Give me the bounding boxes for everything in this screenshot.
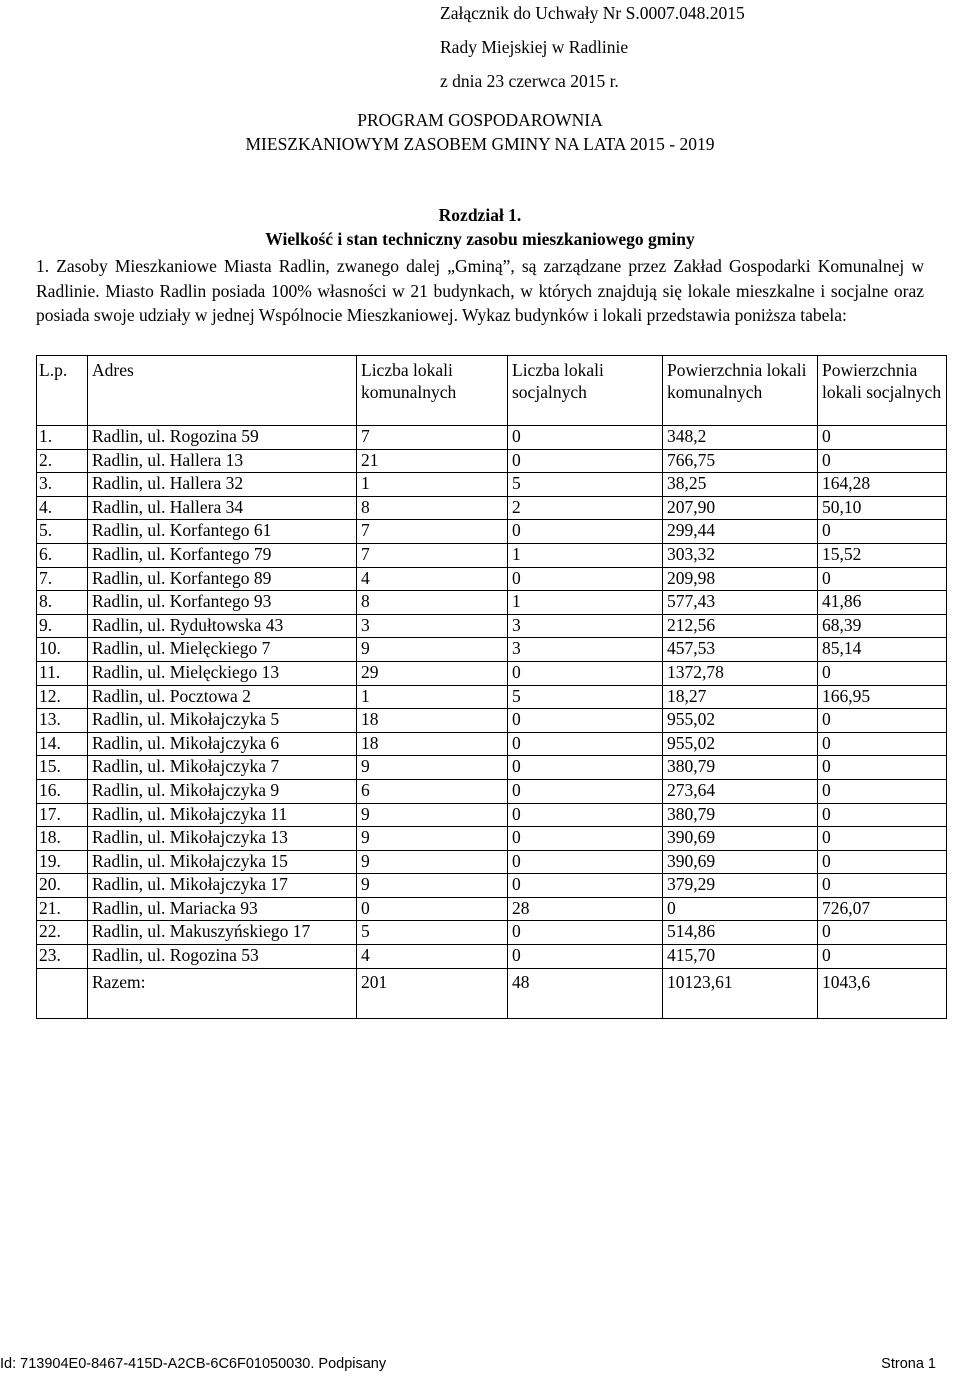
cell-municipal-area: 380,79 [663,803,818,827]
cell-lp: 17. [37,803,88,827]
document-title [0,108,960,156]
cell-lp: 21. [37,897,88,921]
cell-social-area: 0 [818,567,947,591]
cell-social-area: 0 [818,874,947,898]
cell-social-area: 0 [818,945,947,969]
cell-municipal-area: 273,64 [663,779,818,803]
cell-address: Radlin, ul. Makuszyńskiego 17 [88,921,357,945]
attachment-council-line: Rady Miejskiej w Radlinie [440,37,629,57]
cell-municipal-area: 380,79 [663,756,818,780]
cell-social-area: 0 [818,520,947,544]
title-line-2: MIESZKANIOWYM ZASOBEM GMINY NA LATA 2015 - 2019 [245,134,715,154]
cell-address: Radlin, ul. Mikołajczyka 17 [88,874,357,898]
table-row [37,520,947,544]
title-line-1: PROGRAM GOSPODAROWNIA [357,110,603,130]
cell-social-area: 0 [818,921,947,945]
cell-lp: 23. [37,945,88,969]
cell-municipal-count: 3 [357,614,508,638]
cell-social-count: 5 [508,473,663,497]
cell-social-area: 0 [818,850,947,874]
cell-social-area: 85,14 [818,638,947,662]
cell-lp: 20. [37,874,88,898]
cell-municipal-area: 379,29 [663,874,818,898]
cell-social-area: 0 [818,426,947,450]
intro-paragraph: 1. Zasoby Mieszkaniowe Miasta Radlin, zwanego dalej „Gminą”, są zarządzane przez Zakład Gospodarki Komunalnej w Radlinie. Miasto Radlin posiada 100% własności w 21 budynkach, w których znajdują się lokale mieszkalne i socjalne oraz posiada swoje udziały w jednej Wspólnocie Mieszkaniowej. Wykaz budynków i lokali przedstawia poniższa tabela: [36,256,924,325]
table-row [37,779,947,803]
cell-municipal-count: 1 [357,685,508,709]
page-number-footer: Strona 1 [881,1356,936,1372]
cell-municipal-count: 7 [357,543,508,567]
cell-address: Radlin, ul. Hallera 13 [88,449,357,473]
cell-lp: 16. [37,779,88,803]
header-municipal-count: Liczba lokali komunalnych [357,356,508,426]
cell-municipal-area: 38,25 [663,473,818,497]
buildings-table [36,355,947,1019]
table-row [37,732,947,756]
cell-municipal-area: 577,43 [663,591,818,615]
cell-social-count: 3 [508,638,663,662]
cell-municipal-area: 766,75 [663,449,818,473]
cell-lp: 13. [37,709,88,733]
cell-social-area: 0 [818,661,947,685]
cell-social-count: 5 [508,685,663,709]
total-social-count: 48 [508,968,663,1018]
cell-social-count: 0 [508,827,663,851]
cell-address: Radlin, ul. Mikołajczyka 5 [88,709,357,733]
table-row [37,496,947,520]
chapter-number: Rozdział 1. [438,205,522,225]
cell-lp: 4. [37,496,88,520]
cell-municipal-area: 303,32 [663,543,818,567]
cell-social-area: 68,39 [818,614,947,638]
cell-social-count: 0 [508,567,663,591]
cell-social-area: 0 [818,732,947,756]
cell-social-area: 0 [818,803,947,827]
cell-social-count: 2 [508,496,663,520]
table-header-row [37,356,947,426]
cell-lp: 9. [37,614,88,638]
table-body [37,426,947,1019]
cell-social-count: 0 [508,520,663,544]
cell-social-count: 0 [508,756,663,780]
total-label: Razem: [88,968,357,1018]
cell-social-area: 164,28 [818,473,947,497]
cell-address: Radlin, ul. Mikołajczyka 13 [88,827,357,851]
cell-social-area: 0 [818,827,947,851]
chapter-heading [0,203,960,251]
cell-municipal-area: 348,2 [663,426,818,450]
table-row [37,756,947,780]
table-row [37,473,947,497]
cell-municipal-count: 1 [357,473,508,497]
cell-municipal-area: 955,02 [663,709,818,733]
cell-municipal-count: 18 [357,732,508,756]
cell-municipal-count: 9 [357,803,508,827]
cell-social-count: 1 [508,591,663,615]
cell-address: Radlin, ul. Rydułtowska 43 [88,614,357,638]
total-lp [37,968,88,1018]
cell-social-count: 0 [508,661,663,685]
cell-municipal-count: 9 [357,638,508,662]
cell-municipal-count: 5 [357,921,508,945]
cell-social-count: 0 [508,732,663,756]
table-total-row [37,968,947,1018]
cell-social-count: 28 [508,897,663,921]
cell-social-area: 0 [818,779,947,803]
attachment-resolution-line: Załącznik do Uchwały Nr S.0007.048.2015 [440,3,745,23]
cell-lp: 5. [37,520,88,544]
cell-municipal-area: 209,98 [663,567,818,591]
cell-social-count: 3 [508,614,663,638]
cell-municipal-count: 9 [357,874,508,898]
cell-municipal-area: 0 [663,897,818,921]
cell-address: Radlin, ul. Hallera 34 [88,496,357,520]
header-lp: L.p. [37,356,88,426]
chapter-title: Wielkość i stan techniczny zasobu mieszkaniowego gminy [265,229,695,249]
cell-social-area: 0 [818,709,947,733]
cell-lp: 1. [37,426,88,450]
cell-address: Radlin, ul. Rogozina 53 [88,945,357,969]
cell-lp: 6. [37,543,88,567]
header-municipal-area: Powierzchnia lokali komunalnych [663,356,818,426]
cell-municipal-area: 299,44 [663,520,818,544]
cell-municipal-area: 18,27 [663,685,818,709]
header-address: Adres [88,356,357,426]
table-row [37,543,947,567]
table-row [37,709,947,733]
cell-social-area: 15,52 [818,543,947,567]
cell-municipal-area: 514,86 [663,921,818,945]
cell-address: Radlin, ul. Korfantego 93 [88,591,357,615]
cell-social-area: 726,07 [818,897,947,921]
table-row [37,685,947,709]
cell-lp: 12. [37,685,88,709]
cell-social-count: 0 [508,803,663,827]
total-municipal-area: 10123,61 [663,968,818,1018]
header-social-count: Liczba lokali socjalnych [508,356,663,426]
cell-address: Radlin, ul. Mikołajczyka 15 [88,850,357,874]
cell-municipal-count: 9 [357,756,508,780]
cell-address: Radlin, ul. Hallera 32 [88,473,357,497]
cell-municipal-count: 6 [357,779,508,803]
cell-municipal-count: 21 [357,449,508,473]
cell-lp: 15. [37,756,88,780]
cell-lp: 22. [37,921,88,945]
cell-social-area: 0 [818,449,947,473]
document-id-footer: Id: 713904E0-8467-415D-A2CB-6C6F01050030. Podpisany [0,1356,387,1372]
cell-address: Radlin, ul. Mielęckiego 13 [88,661,357,685]
cell-lp: 18. [37,827,88,851]
table-row [37,945,947,969]
total-social-area: 1043,6 [818,968,947,1018]
table-row [37,449,947,473]
table-row [37,803,947,827]
cell-social-count: 0 [508,709,663,733]
cell-social-area: 50,10 [818,496,947,520]
cell-social-count: 1 [508,543,663,567]
cell-lp: 19. [37,850,88,874]
cell-municipal-count: 9 [357,827,508,851]
cell-address: Radlin, ul. Korfantego 89 [88,567,357,591]
cell-municipal-count: 18 [357,709,508,733]
cell-address: Radlin, ul. Mielęckiego 7 [88,638,357,662]
cell-address: Radlin, ul. Mikołajczyka 6 [88,732,357,756]
table-row [37,614,947,638]
attachment-header [440,0,745,102]
table-row [37,874,947,898]
table-row [37,661,947,685]
cell-municipal-count: 4 [357,567,508,591]
cell-lp: 7. [37,567,88,591]
total-municipal-count: 201 [357,968,508,1018]
cell-municipal-count: 4 [357,945,508,969]
table-row [37,426,947,450]
cell-municipal-count: 8 [357,591,508,615]
cell-municipal-count: 7 [357,426,508,450]
cell-lp: 3. [37,473,88,497]
table-row [37,921,947,945]
cell-municipal-area: 212,56 [663,614,818,638]
table-row [37,897,947,921]
cell-address: Radlin, ul. Pocztowa 2 [88,685,357,709]
cell-social-count: 0 [508,426,663,450]
cell-address: Radlin, ul. Mariacka 93 [88,897,357,921]
cell-lp: 2. [37,449,88,473]
cell-social-count: 0 [508,921,663,945]
cell-municipal-count: 9 [357,850,508,874]
attachment-date-line: z dnia 23 czerwca 2015 r. [440,71,619,91]
cell-social-area: 41,86 [818,591,947,615]
cell-municipal-count: 29 [357,661,508,685]
cell-municipal-count: 0 [357,897,508,921]
cell-social-count: 0 [508,874,663,898]
cell-address: Radlin, ul. Mikołajczyka 11 [88,803,357,827]
table-row [37,591,947,615]
cell-municipal-area: 390,69 [663,850,818,874]
cell-municipal-area: 1372,78 [663,661,818,685]
cell-municipal-count: 8 [357,496,508,520]
cell-address: Radlin, ul. Korfantego 79 [88,543,357,567]
cell-lp: 8. [37,591,88,615]
cell-lp: 11. [37,661,88,685]
cell-social-area: 166,95 [818,685,947,709]
table-row [37,567,947,591]
table-row [37,850,947,874]
table-row [37,638,947,662]
header-social-area: Powierzchnia lokali socjalnych [818,356,947,426]
cell-municipal-count: 7 [357,520,508,544]
cell-address: Radlin, ul. Mikołajczyka 9 [88,779,357,803]
cell-municipal-area: 457,53 [663,638,818,662]
cell-address: Radlin, ul. Mikołajczyka 7 [88,756,357,780]
cell-social-count: 0 [508,945,663,969]
cell-municipal-area: 207,90 [663,496,818,520]
cell-municipal-area: 415,70 [663,945,818,969]
cell-address: Radlin, ul. Korfantego 61 [88,520,357,544]
cell-social-count: 0 [508,779,663,803]
cell-social-count: 0 [508,850,663,874]
cell-social-count: 0 [508,449,663,473]
cell-municipal-area: 955,02 [663,732,818,756]
table-row [37,827,947,851]
cell-municipal-area: 390,69 [663,827,818,851]
cell-lp: 10. [37,638,88,662]
cell-address: Radlin, ul. Rogozina 59 [88,426,357,450]
cell-lp: 14. [37,732,88,756]
cell-social-area: 0 [818,756,947,780]
